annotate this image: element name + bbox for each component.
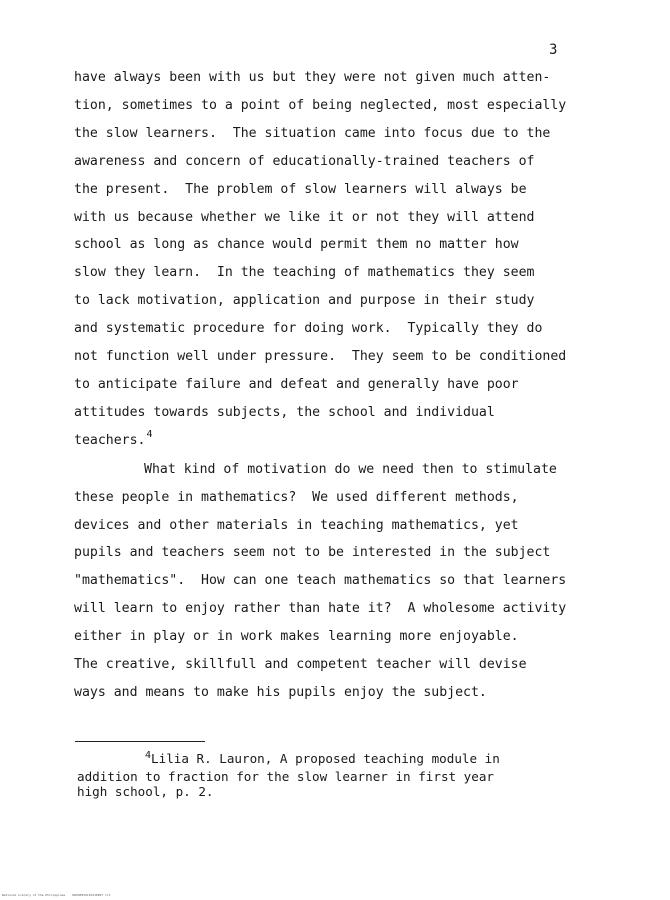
text-line: with us because whether we like it or not they will attend	[74, 209, 535, 225]
footnote-divider	[75, 741, 205, 742]
text-line: attitudes towards subjects, the school and individual	[74, 404, 495, 420]
text-line: to lack motivation, application and purpose in their study	[74, 293, 535, 309]
text-line: school as long as chance would permit them no matter how	[74, 237, 519, 253]
text-line-content: teachers.	[74, 432, 146, 448]
text-line: tion, sometimes to a point of being neglected, most especially	[74, 97, 567, 113]
text-line	[74, 427, 614, 456]
text-line: ways and means to make his pupils enjoy the subject.	[74, 684, 487, 700]
text-line: What kind of motivation do we need then to stimulate	[144, 461, 557, 477]
text-line: The creative, skillfull and competent teacher will devise	[74, 657, 527, 673]
text-line: pupils and teachers seem not to be interested in the subject	[74, 545, 551, 561]
footnote-line: addition to fraction for the slow learner in first year	[77, 768, 495, 784]
text-line: and systematic procedure for doing work. Typically they do	[74, 321, 543, 337]
body-text	[74, 64, 614, 707]
text-line: not function well under pressure. They seem to be conditioned	[74, 349, 567, 365]
text-line: slow they learn. In the teaching of mathematics they seem	[74, 265, 535, 281]
page-number: 3	[549, 42, 558, 58]
text-line: to anticipate failure and defeat and generally have poor	[74, 376, 519, 392]
text-line: will learn to enjoy rather than hate it? A wholesome activity	[74, 601, 567, 617]
library-stamp: National Library of the Philippines RUP9P932107410P97 lit	[2, 893, 111, 897]
text-line: these people in mathematics? We used different methods,	[74, 489, 519, 505]
footnote-line: high school, p. 2.	[77, 784, 214, 799]
footnote	[77, 751, 597, 800]
text-line: the present. The problem of slow learners will always be	[74, 181, 527, 197]
text-line: devices and other materials in teaching mathematics, yet	[74, 517, 519, 533]
footnote-number: 4	[145, 750, 152, 761]
footnote-reference: 4	[146, 428, 153, 440]
text-line: have always been with us but they were not given much atten-	[74, 70, 551, 85]
text-line: the slow learners. The situation came into focus due to the	[74, 125, 551, 141]
text-line: "mathematics". How can one teach mathematics so that learners	[74, 573, 567, 589]
text-line: awareness and concern of educationally-trained teachers of	[74, 153, 535, 169]
footnote-text: Lilia R. Lauron, A proposed teaching module in	[151, 751, 500, 766]
footnote-line	[77, 751, 597, 769]
text-line: either in play or in work makes learning more enjoyable.	[74, 629, 519, 645]
